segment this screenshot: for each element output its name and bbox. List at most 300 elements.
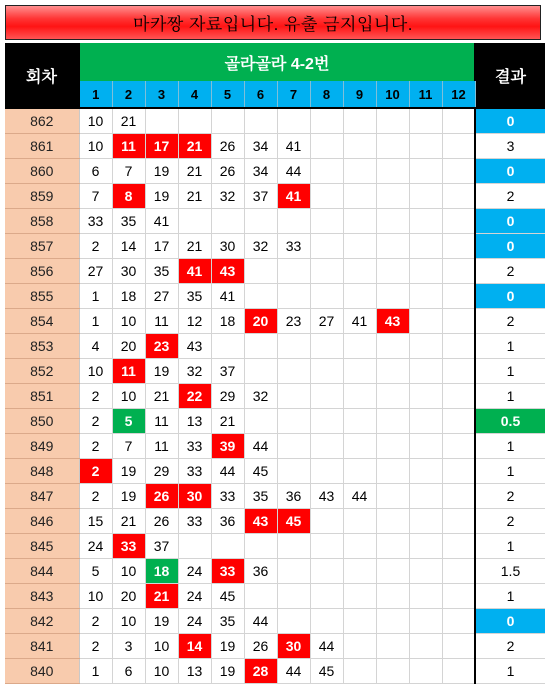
number-cell [376, 209, 409, 234]
number-cell [343, 109, 376, 134]
result-cell: 1 [475, 434, 545, 459]
number-cell [442, 534, 475, 559]
highlighted-number-cell: 33 [211, 559, 244, 584]
number-cell: 21 [178, 159, 211, 184]
number-cell [310, 384, 343, 409]
table-row [5, 284, 545, 309]
number-cell [376, 509, 409, 534]
result-cell: 1.5 [475, 559, 545, 584]
number-cell: 45 [310, 659, 343, 684]
highlighted-number-cell: 18 [145, 559, 178, 584]
column-number-header: 11 [409, 81, 442, 107]
number-cell [244, 584, 277, 609]
number-cell [277, 434, 310, 459]
number-cell [409, 434, 442, 459]
number-cell [376, 409, 409, 434]
number-cell [442, 609, 475, 634]
number-cell [409, 459, 442, 484]
number-cell [343, 234, 376, 259]
number-cell [310, 259, 343, 284]
number-cell [343, 534, 376, 559]
number-cell [376, 184, 409, 209]
number-cell: 26 [211, 159, 244, 184]
number-cell [244, 359, 277, 384]
number-cell [409, 209, 442, 234]
round-cell: 842 [5, 609, 79, 634]
number-cell [277, 109, 310, 134]
number-cell [343, 334, 376, 359]
number-cell: 27 [79, 259, 112, 284]
round-cell: 859 [5, 184, 79, 209]
table-row [5, 184, 545, 209]
number-cell [277, 459, 310, 484]
highlighted-number-cell: 30 [178, 484, 211, 509]
number-cell: 6 [79, 159, 112, 184]
number-cell: 4 [79, 334, 112, 359]
table-row [5, 459, 545, 484]
table-row [5, 559, 545, 584]
number-cell [310, 334, 343, 359]
number-cell: 10 [79, 134, 112, 159]
number-cell [310, 234, 343, 259]
number-cell [376, 459, 409, 484]
table-row [5, 359, 545, 384]
number-cell: 24 [178, 609, 211, 634]
number-cell [376, 434, 409, 459]
number-cell: 2 [79, 609, 112, 634]
number-cell [409, 609, 442, 634]
result-cell: 1 [475, 334, 545, 359]
number-cell: 15 [79, 509, 112, 534]
number-cell [409, 134, 442, 159]
table-row [5, 334, 545, 359]
round-cell: 858 [5, 209, 79, 234]
number-cell: 24 [178, 584, 211, 609]
highlighted-number-cell: 20 [244, 309, 277, 334]
result-cell: 1 [475, 459, 545, 484]
number-cell: 19 [211, 659, 244, 684]
number-cell: 1 [79, 659, 112, 684]
number-cell [409, 509, 442, 534]
number-cell [310, 434, 343, 459]
highlighted-number-cell: 5 [112, 409, 145, 434]
number-cell [310, 609, 343, 634]
number-cell [310, 134, 343, 159]
number-cell [310, 559, 343, 584]
number-cell [343, 434, 376, 459]
number-cell [343, 509, 376, 534]
highlighted-number-cell: 43 [244, 509, 277, 534]
table-row [5, 109, 545, 134]
table-row [5, 634, 545, 659]
table-row [5, 234, 545, 259]
number-cell: 32 [244, 234, 277, 259]
number-cell [409, 659, 442, 684]
number-cell [244, 334, 277, 359]
number-cell [277, 359, 310, 384]
round-cell: 856 [5, 259, 79, 284]
number-cell [178, 209, 211, 234]
round-cell: 847 [5, 484, 79, 509]
number-cell [376, 159, 409, 184]
number-cell [343, 134, 376, 159]
number-cell: 19 [145, 359, 178, 384]
number-cell [178, 109, 211, 134]
result-cell: 2 [475, 184, 545, 209]
number-cell: 41 [211, 284, 244, 309]
number-cell: 35 [211, 609, 244, 634]
number-cell: 17 [145, 234, 178, 259]
round-cell: 862 [5, 109, 79, 134]
number-cell [442, 484, 475, 509]
number-cell [376, 109, 409, 134]
number-cell [409, 184, 442, 209]
number-cell [409, 409, 442, 434]
number-cell: 6 [112, 659, 145, 684]
round-cell: 854 [5, 309, 79, 334]
number-cell [277, 609, 310, 634]
number-cell: 36 [211, 509, 244, 534]
number-cell [310, 409, 343, 434]
number-cell [310, 359, 343, 384]
round-cell: 852 [5, 359, 79, 384]
round-cell: 855 [5, 284, 79, 309]
round-cell: 841 [5, 634, 79, 659]
result-cell: 3 [475, 134, 545, 159]
number-cell: 24 [178, 559, 211, 584]
table-row [5, 309, 545, 334]
round-cell: 850 [5, 409, 79, 434]
table-row [5, 609, 545, 634]
number-cell: 35 [145, 259, 178, 284]
number-cell [442, 209, 475, 234]
number-cell [310, 534, 343, 559]
number-cell [343, 634, 376, 659]
highlighted-number-cell: 8 [112, 184, 145, 209]
number-cell [376, 334, 409, 359]
result-cell: 2 [475, 509, 545, 534]
round-cell: 851 [5, 384, 79, 409]
number-cell [409, 259, 442, 284]
number-cell [409, 234, 442, 259]
number-cell: 35 [244, 484, 277, 509]
number-cell: 7 [112, 434, 145, 459]
highlighted-number-cell: 43 [211, 259, 244, 284]
number-cell: 1 [79, 284, 112, 309]
number-cell: 12 [178, 309, 211, 334]
number-cell [277, 259, 310, 284]
number-cell [442, 184, 475, 209]
number-cell [310, 459, 343, 484]
number-cell [442, 559, 475, 584]
number-cell [409, 584, 442, 609]
number-cell [442, 434, 475, 459]
number-cell: 30 [211, 234, 244, 259]
column-number-header: 3 [145, 81, 178, 107]
number-cell [442, 459, 475, 484]
number-cell [376, 134, 409, 159]
number-cell [310, 109, 343, 134]
table-row [5, 134, 545, 159]
highlighted-number-cell: 41 [277, 184, 310, 209]
number-cell: 29 [211, 384, 244, 409]
number-cell: 11 [145, 434, 178, 459]
number-cell: 44 [211, 459, 244, 484]
result-cell: 0 [475, 209, 545, 234]
round-cell: 849 [5, 434, 79, 459]
number-cell [343, 584, 376, 609]
number-cell [244, 209, 277, 234]
table-row [5, 509, 545, 534]
number-cell [277, 584, 310, 609]
column-number-header: 8 [310, 81, 343, 107]
number-cell: 7 [112, 159, 145, 184]
number-cell [442, 284, 475, 309]
number-cell [310, 509, 343, 534]
highlighted-number-cell: 14 [178, 634, 211, 659]
column-number-header: 9 [343, 81, 376, 107]
round-header: 회차 [5, 43, 79, 107]
number-cell [409, 384, 442, 409]
highlighted-number-cell: 21 [145, 584, 178, 609]
column-number-header: 12 [442, 81, 475, 107]
number-cell: 36 [277, 484, 310, 509]
number-cell [211, 109, 244, 134]
number-cell [277, 209, 310, 234]
number-cell: 44 [277, 659, 310, 684]
number-cell: 26 [211, 134, 244, 159]
number-cell [442, 584, 475, 609]
number-cell [211, 209, 244, 234]
results-table [5, 43, 545, 684]
number-cell: 41 [145, 209, 178, 234]
number-cell: 21 [112, 109, 145, 134]
number-cell: 2 [79, 484, 112, 509]
number-cell [343, 259, 376, 284]
number-cell [376, 284, 409, 309]
round-cell: 843 [5, 584, 79, 609]
result-cell: 0 [475, 159, 545, 184]
number-cell: 33 [178, 434, 211, 459]
highlighted-number-cell: 33 [112, 534, 145, 559]
result-cell: 0 [475, 284, 545, 309]
round-cell: 861 [5, 134, 79, 159]
result-cell: 1 [475, 359, 545, 384]
number-cell: 44 [244, 609, 277, 634]
number-cell [277, 409, 310, 434]
number-cell: 10 [112, 384, 145, 409]
result-cell: 2 [475, 309, 545, 334]
number-cell: 44 [343, 484, 376, 509]
number-cell [343, 184, 376, 209]
table-row [5, 259, 545, 284]
highlighted-number-cell: 22 [178, 384, 211, 409]
number-cell: 27 [310, 309, 343, 334]
round-cell: 853 [5, 334, 79, 359]
number-cell [343, 284, 376, 309]
number-cell [442, 134, 475, 159]
table-row [5, 484, 545, 509]
number-cell [145, 109, 178, 134]
number-cell: 34 [244, 159, 277, 184]
round-cell: 844 [5, 559, 79, 584]
number-cell [343, 409, 376, 434]
result-cell: 2 [475, 259, 545, 284]
number-cell: 21 [178, 184, 211, 209]
column-number-header: 1 [79, 81, 112, 107]
highlighted-number-cell: 30 [277, 634, 310, 659]
number-cell [376, 534, 409, 559]
highlighted-number-cell: 43 [376, 309, 409, 334]
number-cell: 18 [112, 284, 145, 309]
highlighted-number-cell: 17 [145, 134, 178, 159]
number-cell: 19 [145, 184, 178, 209]
number-cell: 20 [112, 584, 145, 609]
number-cell [442, 334, 475, 359]
number-cell [376, 259, 409, 284]
number-cell: 2 [79, 634, 112, 659]
round-cell: 848 [5, 459, 79, 484]
number-cell: 3 [112, 634, 145, 659]
number-cell [244, 109, 277, 134]
number-cell: 20 [112, 334, 145, 359]
number-cell [343, 159, 376, 184]
number-cell [277, 559, 310, 584]
number-cell: 19 [145, 609, 178, 634]
group-title: 골라골라 4-2번 [79, 43, 475, 81]
number-cell [409, 534, 442, 559]
number-cell: 10 [145, 659, 178, 684]
number-cell [442, 384, 475, 409]
number-cell: 11 [145, 409, 178, 434]
number-cell [376, 609, 409, 634]
number-cell: 18 [211, 309, 244, 334]
number-cell: 35 [178, 284, 211, 309]
number-cell: 21 [211, 409, 244, 434]
round-cell: 845 [5, 534, 79, 559]
number-cell [310, 184, 343, 209]
number-cell [211, 334, 244, 359]
round-cell: 846 [5, 509, 79, 534]
number-cell [178, 534, 211, 559]
number-cell: 35 [112, 209, 145, 234]
number-cell: 19 [145, 159, 178, 184]
number-cell: 21 [145, 384, 178, 409]
number-cell [343, 659, 376, 684]
number-cell: 2 [79, 384, 112, 409]
number-cell: 33 [178, 509, 211, 534]
number-cell [409, 559, 442, 584]
number-cell [442, 659, 475, 684]
number-cell [442, 234, 475, 259]
number-cell: 2 [79, 234, 112, 259]
highlighted-number-cell: 11 [112, 359, 145, 384]
number-cell: 41 [277, 134, 310, 159]
number-cell: 23 [277, 309, 310, 334]
number-cell [277, 284, 310, 309]
number-cell [409, 109, 442, 134]
number-cell: 37 [211, 359, 244, 384]
number-cell [343, 609, 376, 634]
number-cell [277, 334, 310, 359]
number-cell: 45 [244, 459, 277, 484]
number-cell [244, 284, 277, 309]
number-cell [409, 284, 442, 309]
number-cell: 13 [178, 409, 211, 434]
number-cell: 10 [79, 359, 112, 384]
number-cell [244, 534, 277, 559]
number-cell [244, 409, 277, 434]
number-cell: 32 [211, 184, 244, 209]
number-cell: 21 [178, 234, 211, 259]
number-cell: 43 [178, 334, 211, 359]
table-row [5, 409, 545, 434]
number-cell: 10 [79, 109, 112, 134]
number-cell [343, 384, 376, 409]
highlighted-number-cell: 21 [178, 134, 211, 159]
column-number-header: 7 [277, 81, 310, 107]
number-cell [442, 409, 475, 434]
table-row [5, 209, 545, 234]
highlighted-number-cell: 26 [145, 484, 178, 509]
number-cell [442, 259, 475, 284]
number-cell [343, 459, 376, 484]
number-cell [310, 284, 343, 309]
number-cell: 10 [112, 609, 145, 634]
number-cell [376, 384, 409, 409]
number-cell: 2 [79, 409, 112, 434]
number-cell: 14 [112, 234, 145, 259]
number-cell: 43 [310, 484, 343, 509]
number-cell: 34 [244, 134, 277, 159]
number-cell [376, 659, 409, 684]
number-cell [343, 209, 376, 234]
number-cell: 27 [145, 284, 178, 309]
number-cell [376, 584, 409, 609]
number-cell: 45 [211, 584, 244, 609]
number-cell: 19 [112, 459, 145, 484]
result-cell: 0 [475, 234, 545, 259]
number-cell: 26 [145, 509, 178, 534]
number-cell: 33 [211, 484, 244, 509]
number-cell [310, 159, 343, 184]
number-cell [409, 359, 442, 384]
number-cell: 26 [244, 634, 277, 659]
number-cell [310, 584, 343, 609]
round-cell: 860 [5, 159, 79, 184]
number-cell: 37 [145, 534, 178, 559]
number-cell [409, 634, 442, 659]
number-cell [343, 359, 376, 384]
result-cell: 0 [475, 609, 545, 634]
number-cell: 44 [277, 159, 310, 184]
table-row [5, 534, 545, 559]
number-cell [376, 359, 409, 384]
highlighted-number-cell: 39 [211, 434, 244, 459]
highlighted-number-cell: 45 [277, 509, 310, 534]
number-cell: 30 [112, 259, 145, 284]
number-cell: 10 [112, 559, 145, 584]
highlighted-number-cell: 41 [178, 259, 211, 284]
number-cell [442, 309, 475, 334]
result-cell: 2 [475, 634, 545, 659]
number-cell: 19 [211, 634, 244, 659]
number-cell: 37 [244, 184, 277, 209]
number-cell: 10 [79, 584, 112, 609]
table-row [5, 659, 545, 684]
result-cell: 1 [475, 659, 545, 684]
column-number-header: 5 [211, 81, 244, 107]
